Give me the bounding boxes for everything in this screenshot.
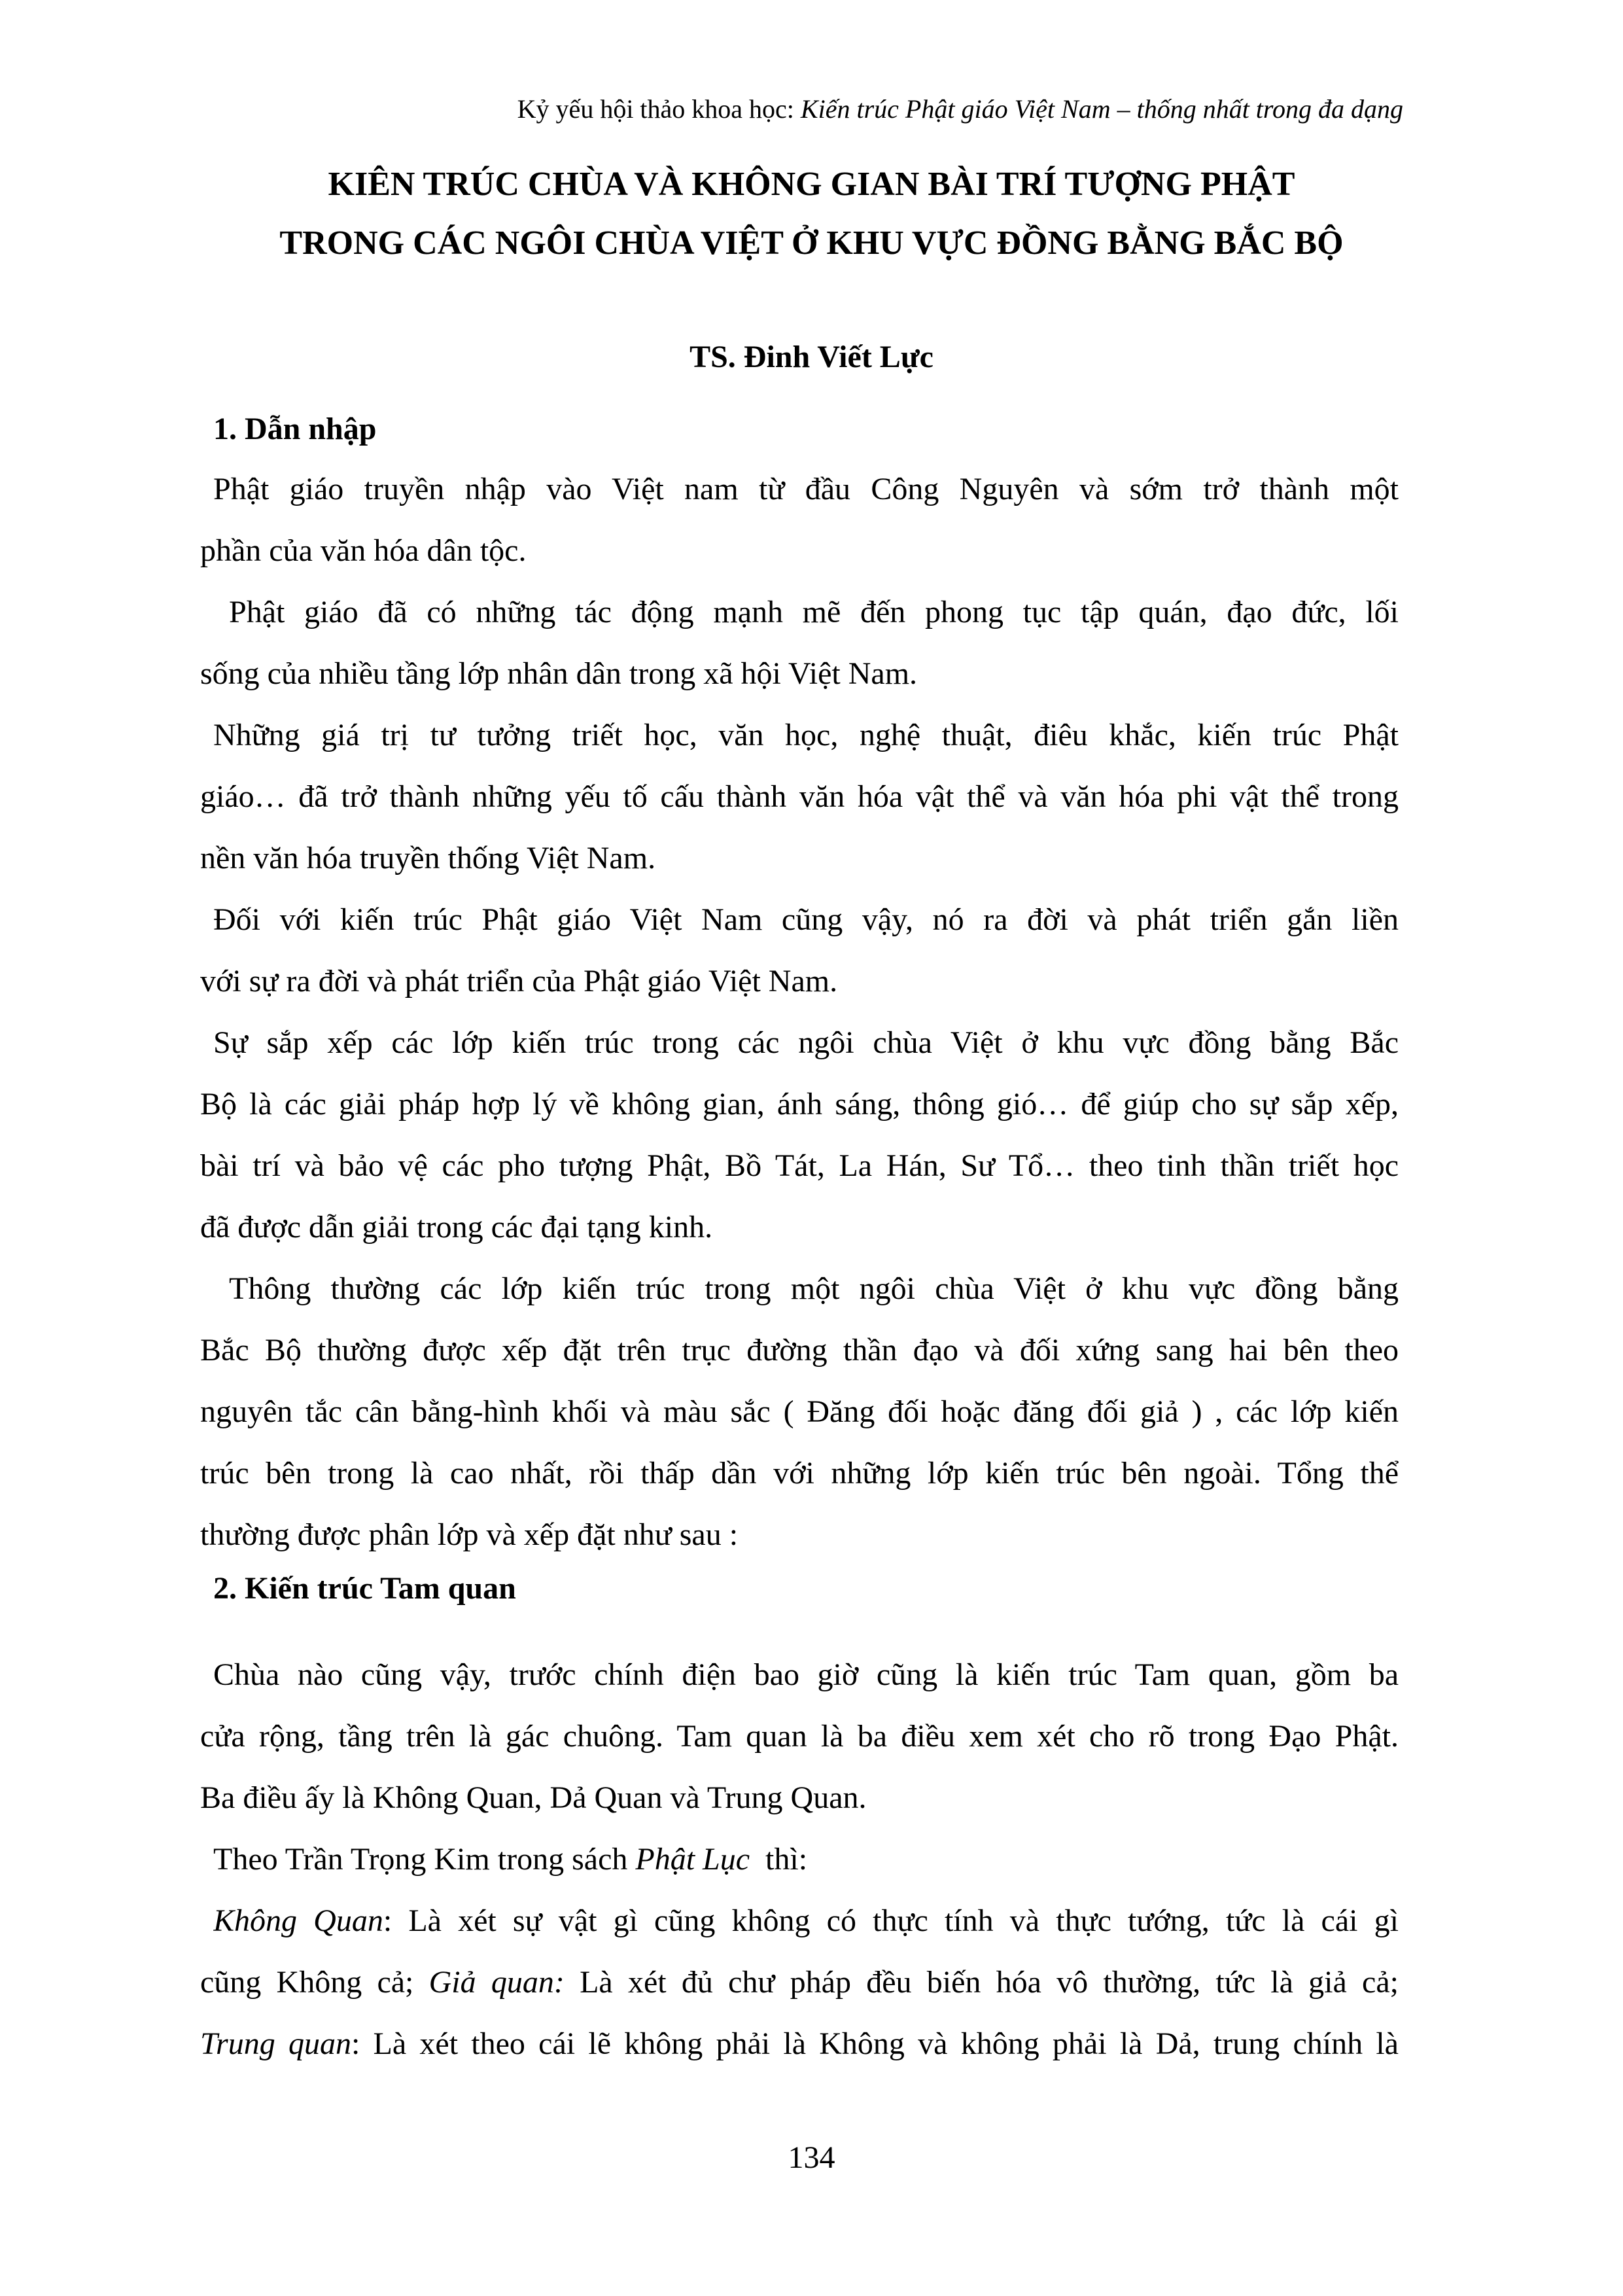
paragraph-line: với sự ra đời và phát triển của Phật giáo Việt Nam. xyxy=(200,964,838,998)
book-title: Phật Lục xyxy=(635,1842,750,1877)
paragraph-line xyxy=(213,1840,1399,1879)
paragraph-line: nền văn hóa truyền thống Việt Nam. xyxy=(200,841,656,875)
section-heading-2: 2. Kiến trúc Tam quan xyxy=(213,1571,516,1606)
paragraph-line: sống của nhiều tầng lớp nhân dân trong xã hội Việt Nam. xyxy=(200,656,918,691)
paragraph-line: Bộ là các giải pháp hợp lý về không gian, ánh sáng, thông gió… để giúp cho sự sắp xếp, xyxy=(200,1087,1399,1122)
trung-quan-text: : Là xét theo cái lẽ không phải là Không và không phải là Dả, trung chính là xyxy=(351,2026,1399,2061)
paragraph-line: Chùa nào cũng vậy, trước chính điện bao giờ cũng là kiến trúc Tam quan, gồm ba xyxy=(213,1657,1399,1692)
title-line-2: TRONG CÁC NGÔI CHÙA VIỆT Ở KHU VỰC ĐỒNG BẰNG BẮC BỘ xyxy=(279,224,1344,262)
term-trung-quan: Trung quan xyxy=(200,2026,351,2061)
paragraph-line: Sự sắp xếp các lớp kiến trúc trong các ngôi chùa Việt ở khu vực đồng bằng Bắc xyxy=(213,1025,1399,1060)
paragraph-line xyxy=(200,1963,1399,2002)
title-line-1: KIÊN TRÚC CHÙA VÀ KHÔNG GIAN BÀI TRÍ TƯỢNG PHẬT xyxy=(328,166,1295,203)
section-heading-1: 1. Dẫn nhập xyxy=(213,412,377,446)
term-khong-quan: Không Quan xyxy=(213,1903,383,1938)
paragraph-line: đã được dẫn giải trong các đại tạng kinh. xyxy=(200,1210,713,1245)
running-header-italic: Kiến trúc Phật giáo Việt Nam – thống nhất trong đa dạng xyxy=(800,94,1403,124)
khong-quan-text: : Là xét sự vật gì cũng không có thực tính và thực tướng, tức là cái gì xyxy=(383,1903,1399,1938)
paragraph-line: Bắc Bộ thường được xếp đặt trên trục đường thần đạo và đối xứng sang hai bên theo xyxy=(200,1333,1399,1368)
paragraph-line: cửa rộng, tầng trên là gác chuông. Tam quan là ba điều xem xét cho rõ trong Đạo Phật. xyxy=(200,1719,1399,1754)
term-gia-quan: Giả quan: xyxy=(428,1965,565,2000)
paragraph-line: giáo… đã trở thành những yếu tố cấu thành văn hóa vật thể và văn hóa phi vật thể trong xyxy=(200,779,1399,814)
paragraph-line: Phật giáo đã có những tác động mạnh mẽ đến phong tục tập quán, đạo đức, lối xyxy=(229,595,1399,629)
paragraph-line: Đối với kiến trúc Phật giáo Việt Nam cũng vậy, nó ra đời và phát triển gắn liền xyxy=(213,902,1399,937)
paragraph-line: Ba điều ấy là Không Quan, Dả Quan và Trung Quan. xyxy=(200,1780,867,1815)
gia-quan-text: Là xét đủ chư pháp đều biến hóa vô thường, tức là giả cả; xyxy=(564,1965,1399,2000)
gia-quan-before: cũng Không cả; xyxy=(200,1965,429,2000)
paragraph-line: Phật giáo truyền nhập vào Việt nam từ đầu Công Nguyên và sớm trở thành một xyxy=(213,472,1399,506)
paragraph-line: Những giá trị tư tưởng triết học, văn học, nghệ thuật, điêu khắc, kiến trúc Phật xyxy=(213,718,1399,752)
theo-before: Theo Trần Trọng Kim trong sách xyxy=(213,1842,636,1877)
paragraph-line: trúc bên trong là cao nhất, rồi thấp dần với những lớp kiến trúc bên ngoài. Tổng thể xyxy=(200,1456,1399,1491)
paragraph-line: bài trí và bảo vệ các pho tượng Phật, Bồ Tát, La Hán, Sư Tổ… theo tinh thần triết học xyxy=(200,1148,1399,1183)
page-number: 134 xyxy=(788,2140,835,2175)
theo-after: thì: xyxy=(750,1842,808,1877)
running-header-prefix: Kỷ yếu hội thảo khoa học: xyxy=(517,94,801,124)
paragraph-line: Thông thường các lớp kiến trúc trong một ngôi chùa Việt ở khu vực đồng bằng xyxy=(229,1271,1399,1306)
paragraph-line: nguyên tắc cân bằng-hình khối và màu sắc ( Đăng đối hoặc đăng đối giả ) , các lớp kiến xyxy=(200,1394,1399,1429)
paragraph-line: phần của văn hóa dân tộc. xyxy=(200,533,527,568)
paragraph-line xyxy=(213,1901,1399,1941)
running-header xyxy=(517,93,1403,126)
author: TS. Đinh Viết Lực xyxy=(689,340,934,374)
paragraph-line: thường được phân lớp và xếp đặt như sau : xyxy=(200,1517,739,1552)
paragraph-line xyxy=(200,2024,1399,2064)
